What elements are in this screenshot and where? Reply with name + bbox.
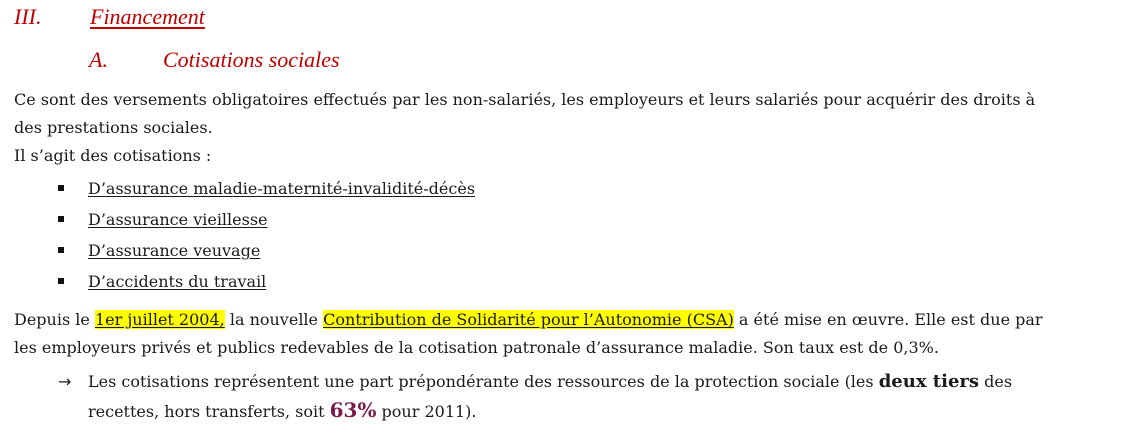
bullet-square-icon — [58, 278, 64, 284]
list-item — [58, 268, 475, 299]
conclusion-line-1 — [58, 368, 1012, 396]
csa-line-1 — [14, 306, 1043, 334]
right-arrow-icon: → — [58, 372, 72, 391]
list-item-label: D’assurance veuvage — [88, 241, 261, 260]
list-item-label: D’assurance maladie-maternité-invalidité-décès — [88, 179, 476, 198]
cotisations-list — [58, 175, 475, 299]
intro-paragraph — [14, 86, 1035, 170]
csa-middle: la nouvelle — [224, 310, 324, 329]
csa-name-highlight: Contribution de Solidarité pour l’Autonomie (CSA) — [323, 310, 734, 329]
intro-line-3: Il s’agit des cotisations : — [14, 146, 212, 165]
bullet-square-icon — [58, 216, 64, 222]
csa-suffix: a été mise en œuvre. Elle est due par — [733, 310, 1043, 329]
conclusion-percent: 63% — [329, 398, 377, 422]
list-item — [58, 237, 475, 268]
list-item — [58, 206, 475, 237]
list-item — [58, 175, 475, 206]
conclusion-part1: Les cotisations représentent une part prépondérante des ressources de la protection sociale (les — [88, 372, 879, 391]
list-item-label: D’accidents du travail — [88, 272, 267, 291]
csa-line-2: les employeurs privés et publics redevables de la cotisation patronale d’assurance maladie. Son taux est de 0,3%. — [14, 338, 939, 357]
conclusion-line2-suffix: pour 2011). — [376, 402, 477, 421]
csa-prefix: Depuis le — [14, 310, 95, 329]
subsection-letter: A. — [89, 47, 108, 72]
csa-date-highlight: 1er juillet 2004, — [94, 310, 225, 329]
list-item-label: D’assurance vieillesse — [88, 210, 268, 229]
subsection-title: Cotisations sociales — [163, 47, 340, 72]
bullet-square-icon — [58, 247, 64, 253]
section-title: Financement — [90, 4, 205, 29]
intro-line-2: des prestations sociales. — [14, 118, 213, 137]
conclusion-block — [58, 368, 1012, 426]
conclusion-line2-prefix: recettes, hors transferts, soit — [88, 402, 330, 421]
conclusion-line-2 — [58, 396, 1012, 426]
conclusion-bold: deux tiers — [878, 371, 980, 392]
conclusion-part2: des — [979, 372, 1013, 391]
section-heading — [14, 4, 205, 30]
section-number: III. — [14, 4, 42, 29]
csa-paragraph — [14, 306, 1043, 362]
bullet-square-icon — [58, 185, 64, 191]
subsection-heading — [89, 47, 340, 73]
intro-line-1: Ce sont des versements obligatoires effectués par les non-salariés, les employeurs et leurs salariés pour acquérir des droits à — [14, 90, 1036, 109]
